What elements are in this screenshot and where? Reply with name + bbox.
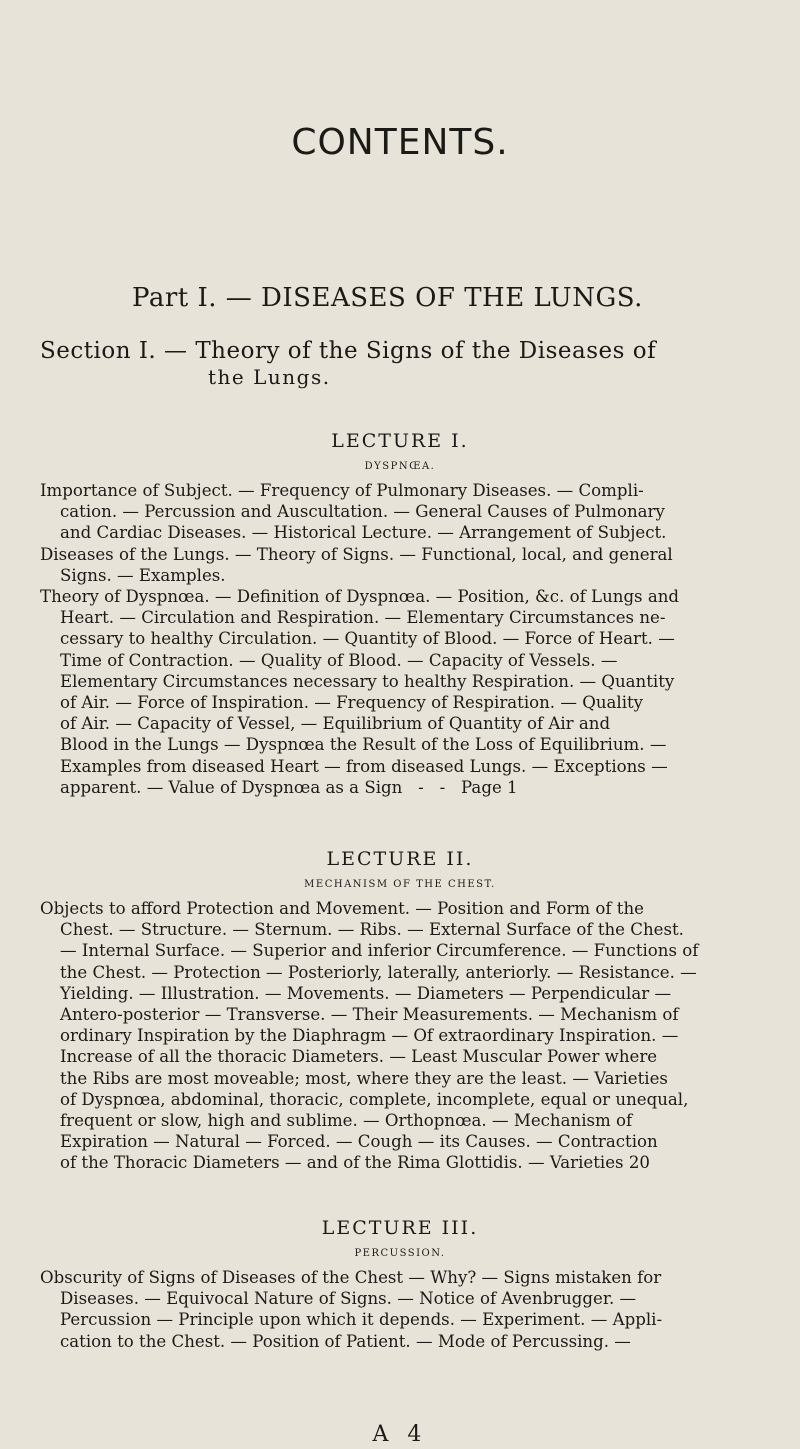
text-line: Elementary Circumstances necessary to healthy Respiration. — Quantity: [60, 671, 675, 691]
lecture-2-subheading: MECHANISM OF THE CHEST.: [304, 879, 496, 890]
text-line: the Ribs are most moveable; most, where they are the least. — Varieties: [60, 1068, 668, 1088]
text-line: Obscurity of Signs of Diseases of the Chest — Why? — Signs mistaken for: [40, 1268, 662, 1287]
text-line: of Air. — Force of Inspiration. — Frequency of Respiration. — Quality: [60, 693, 644, 713]
text-line: cation. — Percussion and Auscultation. — General Causes of Pulmonary: [60, 502, 665, 522]
text-line: Expiration — Natural — Forced. — Cough — its Causes. — Contraction: [60, 1132, 658, 1152]
text-line: of Dyspnœa, abdominal, thoracic, complete, incomplete, equal or unequal,: [60, 1089, 689, 1109]
text-line: Diseases. — Equivocal Nature of Signs. — Notice of Avenbrugger. —: [60, 1289, 637, 1309]
lecture-1-summary: [40, 480, 772, 798]
text-line: Theory of Dyspnœa. — Definition of Dyspnœa. — Position, &c. of Lungs and: [40, 587, 680, 607]
part-heading: Part I. — DISEASES OF THE LUNGS.: [132, 283, 643, 313]
signature-mark: A 4: [372, 1422, 428, 1447]
text-line: cation to the Chest. — Position of Patient. — Mode of Percussing. —: [60, 1331, 631, 1351]
text-line: ordinary Inspiration by the Diaphragm — Of extraordinary Inspiration. —: [60, 1026, 679, 1046]
text-line: Importance of Subject. — Frequency of Pulmonary Diseases. — Compli-: [40, 481, 644, 500]
text-line: Percussion — Principle upon which it depends. — Experiment. — Appli-: [60, 1310, 663, 1330]
text-line: and Cardiac Diseases. — Historical Lecture. — Arrangement of Subject.: [60, 523, 667, 543]
text-line: Yielding. — Illustration. — Movements. — Diameters — Perpendicular —: [60, 983, 672, 1003]
text-line: Increase of all the thoracic Diameters. — Least Muscular Power where: [60, 1047, 658, 1067]
lecture-3-heading: LECTURE III.: [321, 1217, 479, 1239]
lecture-2-heading: LECTURE II.: [326, 848, 474, 870]
text-line: — Internal Surface. — Superior and inferior Circumference. — Functions of: [60, 941, 699, 961]
text-line: Antero-posterior — Transverse. — Their Measurements. — Mechanism of: [60, 1005, 679, 1025]
text-line: Objects to afford Protection and Movement. — Position and Form of the: [40, 899, 644, 918]
text-line: Blood in the Lungs — Dyspnœa the Result of the Loss of Equilibrium. —: [60, 735, 667, 755]
text-line: of Air. — Capacity of Vessel, — Equilibrium of Quantity of Air and: [60, 714, 611, 734]
text-line: Signs. — Examples.: [60, 565, 226, 585]
text-line: the Chest. — Protection — Posteriorly, laterally, anteriorly. — Resistance. —: [60, 962, 697, 982]
text-line: apparent. — Value of Dyspnœa as a Sign - - Page 1: [60, 777, 518, 797]
section-heading-continued: the Lungs.: [208, 365, 331, 389]
lecture-1-heading: LECTURE I.: [331, 430, 469, 452]
text-line: Chest. — Structure. — Sternum. — Ribs. — External Surface of the Chest.: [60, 920, 684, 940]
section-heading: Section I. — Theory of the Signs of the Diseases of: [40, 338, 657, 364]
lecture-2-summary: [40, 898, 772, 1174]
text-line: cessary to healthy Circulation. — Quantity of Blood. — Force of Heart. —: [60, 629, 675, 649]
text-line: Time of Contraction. — Quality of Blood. — Capacity of Vessels. —: [60, 650, 618, 670]
text-line: Heart. — Circulation and Respiration. — Elementary Circumstances ne-: [60, 608, 666, 628]
text-line: of the Thoracic Diameters — and of the Rima Glottidis. — Varieties 20: [60, 1153, 650, 1173]
lecture-1-subheading: DYSPNŒA.: [364, 461, 436, 472]
text-line: frequent or slow, high and sublime. — Orthopnœa. — Mechanism of: [60, 1111, 633, 1131]
lecture-3-subheading: PERCUSSION.: [354, 1248, 446, 1259]
text-line: Diseases of the Lungs. — Theory of Signs. — Functional, local, and general: [40, 544, 673, 564]
lecture-3-summary: [40, 1267, 772, 1352]
page-title: CONTENTS.: [291, 122, 509, 163]
text-line: Examples from diseased Heart — from diseased Lungs. — Exceptions —: [60, 756, 668, 776]
